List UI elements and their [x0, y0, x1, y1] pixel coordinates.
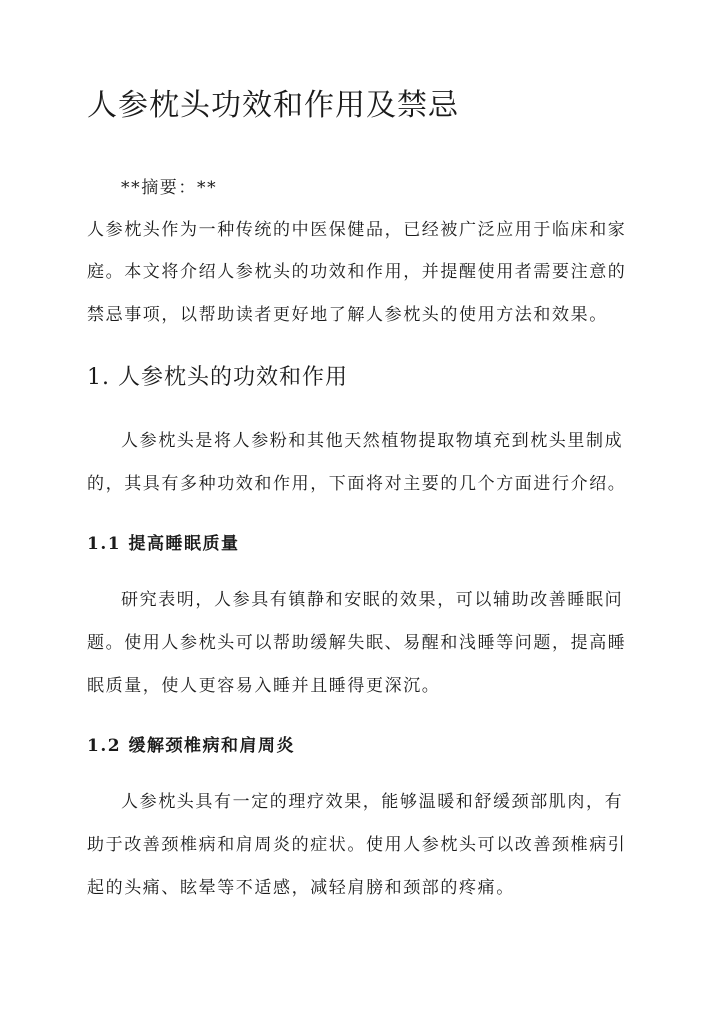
paragraph-line: 眠质量，使人更容易入睡并且睡得更深沉。	[87, 676, 441, 696]
document-title: 人参枕头功效和作用及禁忌	[87, 88, 459, 123]
section-heading: 1. 人参枕头的功效和作用	[87, 365, 348, 390]
abstract-line: 庭。本文将介绍人参枕头的功效和作用，并提醒使用者需要注意的	[87, 262, 627, 282]
paragraph-line: 起的头痛、眩晕等不适感，减轻肩膀和颈部的疼痛。	[87, 878, 515, 898]
paragraph-line: 人参枕头是将人参粉和其他天然植物提取物填充到枕头里制成	[121, 431, 624, 451]
paragraph-line: 的，其具有多种功效和作用，下面将对主要的几个方面进行介绍。	[87, 474, 627, 494]
paragraph-line: 题。使用人参枕头可以帮助缓解失眠、易醒和浅睡等问题，提高睡	[87, 633, 627, 653]
paragraph-line: 助于改善颈椎病和肩周炎的症状。使用人参枕头可以改善颈椎病引	[87, 835, 627, 855]
abstract-label: **摘要：**	[121, 178, 218, 198]
abstract-line: 人参枕头作为一种传统的中医保健品，已经被广泛应用于临床和家	[87, 220, 627, 240]
subsection-heading: 1.1 提高睡眠质量	[87, 534, 240, 554]
subsection-heading: 1.2 缓解颈椎病和肩周炎	[87, 736, 295, 756]
abstract-line: 禁忌事项，以帮助读者更好地了解人参枕头的使用方法和效果。	[87, 305, 608, 325]
paragraph-line: 人参枕头具有一定的理疗效果，能够温暖和舒缓颈部肌肉，有	[121, 792, 624, 812]
paragraph-line: 研究表明，人参具有镇静和安眠的效果，可以辅助改善睡眠问	[121, 590, 624, 610]
